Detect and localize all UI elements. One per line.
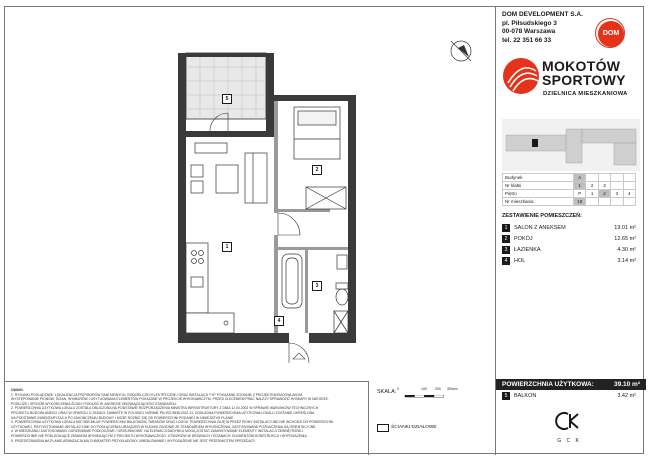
dom-logo-text: DOM xyxy=(602,30,620,37)
info-cell: 4 xyxy=(623,190,635,198)
info-row-building xyxy=(503,174,636,182)
notes-line: NA PODSTAWIE INWENTARYZACJI PO ZAKOŃCZENIU BUDOWY I MOŻE RÓŻNIĆ SIĘ OD POWIERZCHNI PODANEJ W NINIEJSZYM PLANIE. xyxy=(11,415,235,420)
notes-line: 3. POWIERZCHNIA UŻYTKOWA LOKALU NIE OBEJMUJE POWIERZCHNI BALKONÓW, TARASÓW ORAZ LOGGII. POWIERZCHNIA ZAJĘTA PRZEZ PIONY INSTALACYJNE NIE WCHODZI DO POWIERZCHNI xyxy=(11,420,334,425)
room-label-2: 2 xyxy=(312,165,322,175)
gck-logo xyxy=(554,411,584,444)
info-cell: 2 xyxy=(598,190,610,198)
brand-line1: MOKOTÓW xyxy=(542,58,621,74)
notes-line: 1. RYSUNKI POGLĄDOWE. LOKALIZACJA PRZYBORÓW SANITARNYCH, RODZIELCZEJ ELEKTRYCZNEJ ORAZ INSTALACJI TYP. POKAZANE ZGODNIE Z PROJEKTEM BUDOWLANYM. xyxy=(11,392,304,397)
hall-wardrobe xyxy=(334,311,348,333)
brand-line2: SPORTOWY xyxy=(542,72,626,88)
balcony xyxy=(186,53,266,119)
notes-line: 2. POWIERZCHNIA UŻYTKOWA LOKALU ZOSTAŁA OBLICZONA NA PODSTAWIE ROZPORZĄDZENIA MINISTRA INFRASTRUKTURY Z DNIA 12.04.2002 W SPRAWIE WARUNKÓW TECHNICZNYCH. xyxy=(11,406,320,411)
notes-heading: UWAGI: xyxy=(11,388,24,392)
entrance-door xyxy=(289,343,309,363)
company-name: DOM DEVELOPMENT S.A. xyxy=(502,11,583,18)
info-cell: 1 xyxy=(574,182,586,190)
info-cell: A xyxy=(574,174,586,182)
room-label-5: 5 xyxy=(222,94,232,104)
room-label-1: 1 xyxy=(222,242,232,252)
notes-line: 4. W MIESZKANIU ZASTOSOWANO OGRZEWANIE PODŁOGOWE / GRZEJNIKOWE. NA ELEWACJI BUDYNKU MOGĄ ZOSTAĆ ZAMONTOWANE ELEMENTY INSTALACJI ZEWNĘTRZNEJ. xyxy=(11,429,304,434)
notes-line: POWIERZCHNIE NIE PODLEGAJĄCE ZMIANOM WYNIKAJĄCYM Z PROJEKTU WYKONAWCZEGO, OTWORÓW W DRZWIACH I ŚCIANACH, ELEMENTÓW KONSTRUKCJI I WYPOSAŻENIA. xyxy=(11,433,308,438)
room-row xyxy=(502,234,636,244)
room-row xyxy=(502,223,636,233)
room-num: 1 xyxy=(502,224,510,232)
info-cell: 10 xyxy=(574,198,586,206)
room-name: ŁAZIENKA xyxy=(514,247,541,253)
info-cell: 3 xyxy=(598,182,610,190)
notes-line: 5. PRZEDSTAWIONA NA PLANIE ARANŻACJA MA CHARAKTER PRZYKŁADOWY. UMEBLOWANIE I WYPOSAŻENIE NIE JEST PRZEDMIOTEM SPRZEDAŻY. xyxy=(11,438,256,443)
room-row xyxy=(502,245,636,255)
info-label: Budynek xyxy=(503,174,574,182)
info-label: Nr klatki xyxy=(503,182,574,190)
kitchen xyxy=(186,243,234,333)
bed xyxy=(294,107,340,159)
info-row-apartment xyxy=(503,198,636,206)
room-num: 2 xyxy=(502,235,510,243)
balcony-num: 5 xyxy=(502,392,510,400)
room-name: HOL xyxy=(514,258,526,264)
room-num: 3 xyxy=(502,246,510,254)
room-label-4: 4 xyxy=(274,316,284,326)
balcony-name: BALKON xyxy=(514,393,537,399)
apartment-sheet xyxy=(4,6,644,454)
scale-tick-200: 200 xyxy=(435,387,441,391)
scale-tick-100: 100 xyxy=(421,387,427,391)
company-info xyxy=(502,11,583,45)
notes-line: PODŁOŻE I SPOSÓB WYKOŃCZENIA ŚCIAN I PODŁÓG W ZAKRESIE OBOWIĄZUJĄCEGO STANDARDU. xyxy=(11,401,177,406)
brand-subtitle: DZIELNICA MIESZKANIOWA xyxy=(543,91,628,97)
key-plan-graphic xyxy=(502,119,640,171)
room-label-3: 3 xyxy=(312,281,322,291)
dom-logo xyxy=(598,21,624,47)
key-plan xyxy=(502,119,640,171)
scale-tick-300: 300cm xyxy=(447,387,458,391)
apartment-info-table xyxy=(502,173,636,206)
gck-logo-text: G C K xyxy=(557,438,581,444)
room-area: 19.01 m² xyxy=(614,225,636,231)
balcony-row xyxy=(502,391,636,401)
north-arrow-icon xyxy=(451,41,471,61)
rooms-heading: ZESTAWIENIE POMIESZCZEŃ: xyxy=(502,213,582,219)
track-logo-icon xyxy=(502,57,540,95)
living-furniture xyxy=(191,143,267,203)
floor-plan-area xyxy=(5,7,495,381)
info-row-floor xyxy=(503,190,636,198)
info-sidebar xyxy=(495,7,646,455)
wardrobe xyxy=(306,187,346,209)
room2-door xyxy=(278,213,300,235)
floor-plan xyxy=(5,7,495,381)
info-label: Nr mieszkania xyxy=(503,198,574,206)
balcony-area: 3.42 m² xyxy=(617,393,636,399)
company-phone: tel. 22 351 66 33 xyxy=(502,36,552,44)
legend-partition xyxy=(391,425,437,430)
total-area-label: POWIERZCHNIA UŻYTKOWA: xyxy=(502,381,594,388)
room-name: SALON Z ANEKSEM xyxy=(514,225,566,231)
room-area: 12.65 m² xyxy=(614,236,636,242)
room-num: 4 xyxy=(502,257,510,265)
total-area-value: 39.10 m² xyxy=(613,381,640,388)
notes-line: UŻYTKOWEJ. PRZYGOTOWANIE INSTALACYJNE DO PODŁĄCZENIA URZĄDZEŃ W KUCHNI ZGODNIE ZE STANDARDEM WYKOŃCZENIA. ZASTOSOWANE POZNACZENIA SĄ ORIENTACYJNE. xyxy=(11,424,317,429)
company-city: 00-078 Warszawa xyxy=(502,28,556,35)
scale-bar-graphic xyxy=(399,395,451,398)
info-cell: P xyxy=(574,190,586,198)
info-label: Piętro xyxy=(503,190,574,198)
total-area-bar xyxy=(496,379,646,390)
scale-tick-0: 0 xyxy=(397,387,399,391)
room-area: 3.14 m² xyxy=(617,258,636,264)
info-cell: 3 xyxy=(611,190,623,198)
info-cell: 1 xyxy=(586,190,598,198)
notes-line: PROJEKTU BUDOWLANEGO ORAZ W OPARCIU O ZASADY ZAWARTE W POLSKIEJ NORMIE PN-ISO 9836:2022-11. DOKŁADNA POWIERZCHNIA UŻYTKOWA LOKALU ZOSTANIE OKREŚLONA xyxy=(11,410,315,415)
notes-line: WYSTĘPOWANIE PIONÓW, ŚCIAN, WYMIARÓW I USYTUOWANIA ELEMENTÓW POKAZANE W PROJEKCIE WYKONAWCZYM. PRZED ZLECENIEM PRAC NALEŻY SPRAWDZIĆ WYMIARY W NATURZE. xyxy=(11,397,329,402)
room-row xyxy=(502,256,636,266)
room-area: 4.30 m² xyxy=(617,247,636,253)
scale-label: SKALA: xyxy=(377,389,397,395)
scale-bar xyxy=(377,387,458,395)
info-cell: 2 xyxy=(586,182,598,190)
brand-name xyxy=(542,59,626,87)
partition-swatch xyxy=(377,424,389,432)
room-name: POKÓJ xyxy=(514,236,533,242)
info-row-staircase xyxy=(503,182,636,190)
notes-panel xyxy=(5,381,369,455)
gck-logo-icon xyxy=(554,411,584,433)
company-street: pl. Piłsudskiego 3 xyxy=(502,19,557,27)
brand-logo xyxy=(502,57,628,100)
legend-partition-label: ŚCIANKI DZIAŁOWE xyxy=(391,425,437,430)
